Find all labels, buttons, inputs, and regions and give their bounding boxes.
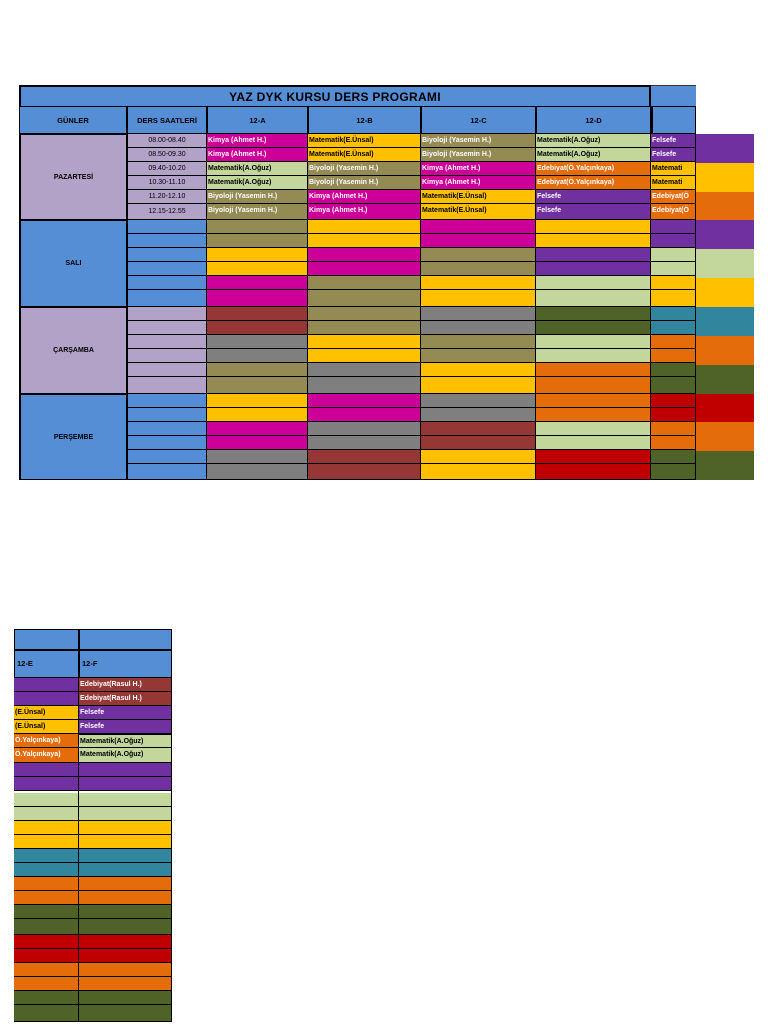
- lesson-cell: [308, 262, 421, 276]
- lesson-cell: [14, 991, 79, 1005]
- header-12c: 12-C: [421, 106, 536, 134]
- lesson-cell: [651, 276, 696, 290]
- lesson-cell: Matemati: [651, 162, 696, 176]
- lesson-cell: Ö.Yalçınkaya): [14, 734, 79, 748]
- lesson-cell: [207, 422, 308, 436]
- lesson-cell: Matematik(A.Oğuz): [536, 134, 651, 148]
- day-pazartesi: PAZARTESİ: [19, 134, 127, 220]
- lesson-cell: [536, 290, 651, 307]
- lesson-cell: [308, 377, 421, 394]
- overflow-color-block: [696, 451, 754, 480]
- lesson-cell: [14, 949, 79, 963]
- lesson-cell: [14, 919, 79, 935]
- lesson-cell: [536, 436, 651, 450]
- lesson-cell: Matematik(E.Ünsal): [308, 148, 421, 162]
- lesson-cell: [14, 793, 79, 807]
- lesson-cell: [308, 422, 421, 436]
- time-slot-empty: [127, 377, 207, 394]
- time-slot-empty: [127, 394, 207, 408]
- lesson-cell: [14, 877, 79, 891]
- lesson-cell: [207, 220, 308, 234]
- lesson-cell: [651, 234, 696, 248]
- lesson-cell: [14, 835, 79, 849]
- lesson-cell: Matematik(A.Oğuz): [79, 748, 172, 763]
- lesson-cell: [308, 307, 421, 321]
- header-12b: 12-B: [308, 106, 421, 134]
- lesson-cell: [651, 349, 696, 363]
- lesson-cell: [14, 891, 79, 905]
- lesson-cell: Kimya (Ahmet H.): [308, 190, 421, 204]
- lesson-cell: [651, 248, 696, 262]
- lesson-cell: Edebiyat(Ö.Yalçınkaya): [536, 176, 651, 190]
- lesson-cell: Edebiyat(Rasul H.): [79, 692, 172, 706]
- time-slot-1: 08.00-08.40: [127, 134, 207, 148]
- lesson-cell: [14, 678, 79, 692]
- lesson-cell: [308, 321, 421, 335]
- lesson-cell: [79, 877, 172, 891]
- lesson-cell: [308, 276, 421, 290]
- lesson-cell: [207, 262, 308, 276]
- overflow-color-block: [696, 220, 754, 249]
- lesson-cell: [536, 394, 651, 408]
- time-slot-empty: [127, 276, 207, 290]
- lesson-cell: Edebiyat(Ö.Yalçınkaya): [536, 162, 651, 176]
- lesson-cell: [207, 335, 308, 349]
- lesson-cell: Biyoloji (Yasemin H.): [421, 148, 536, 162]
- header-12a: 12-A: [207, 106, 308, 134]
- lesson-cell: [651, 321, 696, 335]
- lesson-cell: [651, 363, 696, 377]
- lesson-cell: Felsefe: [79, 706, 172, 720]
- lesson-cell: Edebiyat(Ö: [651, 204, 696, 220]
- lesson-cell: [79, 863, 172, 877]
- lesson-cell: [14, 777, 79, 791]
- lesson-cell: Kimya (Ahmet H.): [207, 148, 308, 162]
- time-slot-empty: [127, 464, 207, 480]
- lesson-cell: [207, 290, 308, 307]
- lesson-cell: [651, 450, 696, 464]
- time-slot-empty: [127, 262, 207, 276]
- lesson-cell: [421, 234, 536, 248]
- lesson-cell: [308, 234, 421, 248]
- time-slot-6: 12.15-12.55: [127, 204, 207, 220]
- schedule-title: YAZ DYK KURSU DERS PROGRAMI: [19, 85, 651, 106]
- overflow-color-block: [696, 278, 754, 307]
- lesson-cell: [536, 377, 651, 394]
- header-12e: 12-E: [14, 650, 79, 678]
- lesson-cell: [79, 905, 172, 919]
- lesson-cell: Biyoloji (Yasemin H.): [308, 162, 421, 176]
- overflow-color-block: [696, 336, 754, 365]
- lesson-cell: [536, 276, 651, 290]
- lesson-cell: [421, 335, 536, 349]
- lesson-cell: [79, 849, 172, 863]
- lesson-cell: [79, 919, 172, 935]
- lesson-cell: [308, 290, 421, 307]
- lesson-cell: Biyoloji (Yasemin H.): [421, 134, 536, 148]
- lesson-cell: [421, 450, 536, 464]
- time-slot-empty: [127, 349, 207, 363]
- lesson-cell: [536, 464, 651, 480]
- lesson-cell: [536, 234, 651, 248]
- overflow-color-block: [696, 307, 754, 336]
- lesson-cell: [14, 935, 79, 949]
- lesson-cell: [421, 307, 536, 321]
- lesson-cell: [536, 363, 651, 377]
- lesson-cell: [421, 349, 536, 363]
- lesson-cell: [651, 377, 696, 394]
- lesson-cell: [79, 763, 172, 777]
- lesson-cell: [651, 307, 696, 321]
- lesson-cell: Kimya (Ahmet H.): [308, 204, 421, 220]
- lesson-cell: [207, 321, 308, 335]
- t2-title-fragment: [79, 629, 172, 650]
- lesson-cell: [207, 363, 308, 377]
- time-slot-empty: [127, 321, 207, 335]
- lesson-cell: [207, 377, 308, 394]
- lesson-cell: [207, 234, 308, 248]
- lesson-cell: [79, 807, 172, 821]
- lesson-cell: [421, 262, 536, 276]
- lesson-cell: [536, 408, 651, 422]
- lesson-cell: [421, 220, 536, 234]
- overflow-color-block: [696, 365, 754, 394]
- lesson-cell: Biyoloji (Yasemin H.): [207, 190, 308, 204]
- lesson-cell: [207, 276, 308, 290]
- lesson-cell: [308, 349, 421, 363]
- lesson-cell: [79, 793, 172, 807]
- lesson-cell: [79, 777, 172, 791]
- lesson-cell: [79, 963, 172, 977]
- lesson-cell: [308, 450, 421, 464]
- lesson-cell: Felsefe: [651, 148, 696, 162]
- lesson-cell: [536, 262, 651, 276]
- lesson-cell: [651, 464, 696, 480]
- lesson-cell: [536, 220, 651, 234]
- lesson-cell: [207, 450, 308, 464]
- overflow-color-block: [696, 249, 754, 278]
- lesson-cell: [14, 763, 79, 777]
- t2-title-fragment: [14, 629, 79, 650]
- time-slot-empty: [127, 220, 207, 234]
- lesson-cell: [79, 935, 172, 949]
- lesson-cell: Felsefe: [651, 134, 696, 148]
- lesson-cell: Kimya (Ahmet H.): [421, 176, 536, 190]
- time-slot-empty: [127, 436, 207, 450]
- overflow-color-block: [696, 422, 754, 451]
- lesson-cell: [536, 321, 651, 335]
- day-sali: SALI: [19, 220, 127, 307]
- lesson-cell: Matematik(A.Oğuz): [207, 162, 308, 176]
- lesson-cell: [421, 363, 536, 377]
- lesson-cell: Matematik(A.Oğuz): [207, 176, 308, 190]
- lesson-cell: [14, 807, 79, 821]
- lesson-cell: [536, 422, 651, 436]
- lesson-cell: [536, 450, 651, 464]
- day-carsamba: ÇARŞAMBA: [19, 307, 127, 394]
- lesson-cell: Felsefe: [536, 190, 651, 204]
- lesson-cell: [421, 394, 536, 408]
- time-slot-empty: [127, 422, 207, 436]
- overflow-color-block: [696, 394, 754, 422]
- lesson-cell: [79, 821, 172, 835]
- lesson-cell: Matematik(A.Oğuz): [536, 148, 651, 162]
- lesson-cell: [14, 1005, 79, 1022]
- lesson-cell: [14, 963, 79, 977]
- overflow-color-block: [696, 134, 754, 163]
- lesson-cell: [207, 307, 308, 321]
- lesson-cell: [14, 863, 79, 877]
- lesson-cell: [308, 220, 421, 234]
- lesson-cell: [207, 408, 308, 422]
- lesson-cell: [651, 408, 696, 422]
- lesson-cell: [651, 290, 696, 307]
- title-extension: [651, 85, 696, 106]
- lesson-cell: [308, 248, 421, 262]
- lesson-cell: [536, 307, 651, 321]
- lesson-cell: Edebiyat(Ö: [651, 190, 696, 204]
- time-slot-5: 11.20-12.10: [127, 190, 207, 204]
- lesson-cell: [651, 220, 696, 234]
- lesson-cell: [308, 394, 421, 408]
- header-hours: DERS SAATLERİ: [127, 106, 207, 134]
- time-slot-empty: [127, 335, 207, 349]
- time-slot-empty: [127, 234, 207, 248]
- lesson-cell: [79, 835, 172, 849]
- lesson-cell: [421, 377, 536, 394]
- lesson-cell: [308, 408, 421, 422]
- lesson-cell: [308, 335, 421, 349]
- lesson-cell: [421, 248, 536, 262]
- header-days: GÜNLER: [19, 106, 127, 134]
- lesson-cell: Matematik(A.Oğuz): [79, 734, 172, 748]
- lesson-cell: [421, 276, 536, 290]
- lesson-cell: [421, 464, 536, 480]
- lesson-cell: Matemati: [651, 176, 696, 190]
- lesson-cell: [308, 363, 421, 377]
- lesson-cell: [207, 248, 308, 262]
- lesson-cell: Kimya (Ahmet H.): [421, 162, 536, 176]
- lesson-cell: [308, 436, 421, 450]
- lesson-cell: [207, 349, 308, 363]
- lesson-cell: [308, 464, 421, 480]
- lesson-cell: [536, 335, 651, 349]
- overflow-color-block: [696, 163, 754, 192]
- lesson-cell: [421, 422, 536, 436]
- lesson-cell: Matematik(E.Ünsal): [308, 134, 421, 148]
- lesson-cell: (E.Ünsal): [14, 720, 79, 734]
- lesson-cell: [14, 905, 79, 919]
- lesson-cell: [421, 321, 536, 335]
- overflow-color-block: [696, 192, 754, 220]
- lesson-cell: Edebiyat(Rasul H.): [79, 678, 172, 692]
- lesson-cell: [14, 849, 79, 863]
- time-slot-empty: [127, 450, 207, 464]
- lesson-cell: Felsefe: [79, 720, 172, 734]
- lesson-cell: [207, 464, 308, 480]
- lesson-cell: (E.Ünsal): [14, 706, 79, 720]
- lesson-cell: [651, 436, 696, 450]
- day-persembe: PERŞEMBE: [19, 394, 127, 480]
- lesson-cell: [207, 436, 308, 450]
- lesson-cell: [421, 436, 536, 450]
- time-slot-empty: [127, 290, 207, 307]
- header-12d: 12-D: [536, 106, 651, 134]
- lesson-cell: Kimya (Ahmet H.): [207, 134, 308, 148]
- lesson-cell: [421, 408, 536, 422]
- lesson-cell: [651, 394, 696, 408]
- lesson-cell: [651, 262, 696, 276]
- lesson-cell: Matematik(E.Ünsal): [421, 204, 536, 220]
- lesson-cell: [14, 692, 79, 706]
- lesson-cell: [651, 422, 696, 436]
- lesson-cell: [79, 991, 172, 1005]
- lesson-cell: [79, 1005, 172, 1022]
- lesson-cell: Felsefe: [536, 204, 651, 220]
- lesson-cell: [207, 394, 308, 408]
- header-12f: 12-F: [79, 650, 172, 678]
- lesson-cell: [79, 949, 172, 963]
- lesson-cell: [651, 335, 696, 349]
- lesson-cell: [536, 248, 651, 262]
- lesson-cell: [14, 821, 79, 835]
- lesson-cell: Ö.Yalçınkaya): [14, 748, 79, 763]
- lesson-cell: [14, 977, 79, 991]
- header-extension: [651, 106, 696, 134]
- lesson-cell: Matematik(E.Ünsal): [421, 190, 536, 204]
- lesson-cell: [79, 977, 172, 991]
- time-slot-2: 08.50-09.30: [127, 148, 207, 162]
- time-slot-3: 09.40-10.20: [127, 162, 207, 176]
- time-slot-empty: [127, 408, 207, 422]
- time-slot-empty: [127, 248, 207, 262]
- lesson-cell: [421, 290, 536, 307]
- lesson-cell: Biyoloji (Yasemin H.): [207, 204, 308, 220]
- lesson-cell: [536, 349, 651, 363]
- lesson-cell: [79, 891, 172, 905]
- time-slot-empty: [127, 307, 207, 321]
- time-slot-4: 10.30-11.10: [127, 176, 207, 190]
- lesson-cell: Biyoloji (Yasemin H.): [308, 176, 421, 190]
- time-slot-empty: [127, 363, 207, 377]
